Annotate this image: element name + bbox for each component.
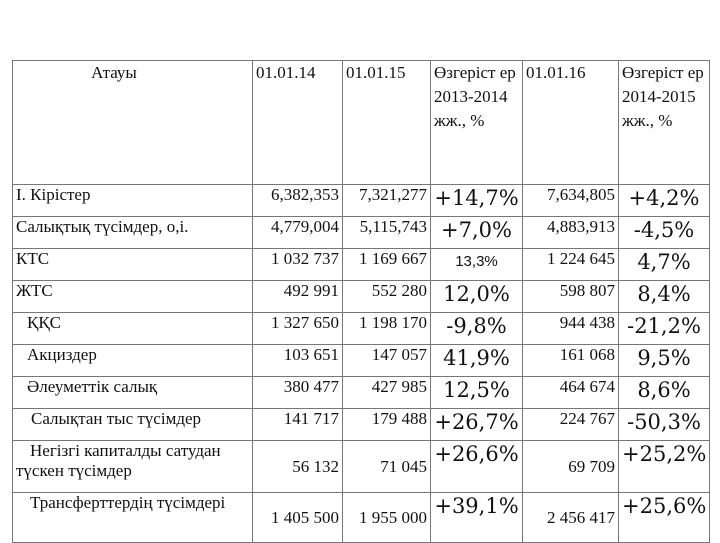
- row-name: Трансферттердің түсімдері: [13, 493, 253, 543]
- header-change-2013-2014: Өзгеріст ер 2013-2014 жж., %: [431, 61, 523, 185]
- row-value-2014: 1 405 500: [253, 493, 343, 543]
- row-value-2015: 179 488: [343, 409, 431, 441]
- row-value-2015: 71 045: [343, 441, 431, 493]
- row-change-1: +26,7%: [431, 409, 523, 441]
- row-value-2014: 380 477: [253, 377, 343, 409]
- row-change-1: 13,3%: [431, 249, 523, 281]
- row-name: ЖТС: [13, 281, 253, 313]
- row-value-2016: 224 767: [523, 409, 619, 441]
- row-name: Негізгі капиталды сатудан түскен түсімдер: [13, 441, 253, 493]
- row-change-1: +7,0%: [431, 217, 523, 249]
- row-value-2016: 4,883,913: [523, 217, 619, 249]
- row-change-2: -50,3%: [619, 409, 710, 441]
- header-2015: 01.01.15: [343, 61, 431, 185]
- row-value-2015: 1 955 000: [343, 493, 431, 543]
- row-value-2015: 427 985: [343, 377, 431, 409]
- table-row: [13, 493, 710, 543]
- row-value-2014: 141 717: [253, 409, 343, 441]
- row-value-2016: 464 674: [523, 377, 619, 409]
- row-value-2016: 598 807: [523, 281, 619, 313]
- header-2014: 01.01.14: [253, 61, 343, 185]
- row-name: ҚҚС: [13, 313, 253, 345]
- table-row: [13, 345, 710, 377]
- row-value-2015: 5,115,743: [343, 217, 431, 249]
- row-change-1: 12,5%: [431, 377, 523, 409]
- row-name: Салықтан тыс түсімдер: [13, 409, 253, 441]
- row-value-2014: 1 327 650: [253, 313, 343, 345]
- row-value-2016: 2 456 417: [523, 493, 619, 543]
- row-change-1: 12,0%: [431, 281, 523, 313]
- table-row: [13, 281, 710, 313]
- table-row: [13, 409, 710, 441]
- row-name: Салықтық түсімдер, о,і.: [13, 217, 253, 249]
- row-value-2015: 1 198 170: [343, 313, 431, 345]
- row-name: I. Кірістер: [13, 185, 253, 217]
- table-row: [13, 249, 710, 281]
- row-change-2: -4,5%: [619, 217, 710, 249]
- row-value-2016: 1 224 645: [523, 249, 619, 281]
- row-change-1: +14,7%: [431, 185, 523, 217]
- row-name: КТС: [13, 249, 253, 281]
- table-row: [13, 185, 710, 217]
- row-change-2: 9,5%: [619, 345, 710, 377]
- row-value-2016: 7,634,805: [523, 185, 619, 217]
- row-value-2014: 6,382,353: [253, 185, 343, 217]
- row-change-2: -21,2%: [619, 313, 710, 345]
- budget-revenue-table: [12, 60, 710, 543]
- header-name: Атауы: [13, 61, 253, 185]
- row-change-2: 8,6%: [619, 377, 710, 409]
- header-change-2014-2015: Өзгеріст ер 2014-2015 жж., %: [619, 61, 710, 185]
- row-value-2014: 1 032 737: [253, 249, 343, 281]
- table-row: [13, 441, 710, 493]
- row-value-2015: 7,321,277: [343, 185, 431, 217]
- row-value-2014: 492 991: [253, 281, 343, 313]
- row-change-1: 41,9%: [431, 345, 523, 377]
- row-change-1: +39,1%: [431, 493, 523, 543]
- row-value-2016: 69 709: [523, 441, 619, 493]
- row-name: Әлеуметтік салық: [13, 377, 253, 409]
- row-value-2015: 1 169 667: [343, 249, 431, 281]
- row-change-2: +25,6%: [619, 493, 710, 543]
- row-value-2014: 103 651: [253, 345, 343, 377]
- row-value-2016: 161 068: [523, 345, 619, 377]
- row-change-2: 8,4%: [619, 281, 710, 313]
- row-change-2: +4,2%: [619, 185, 710, 217]
- table-row: [13, 313, 710, 345]
- row-change-1: -9,8%: [431, 313, 523, 345]
- table-row: [13, 217, 710, 249]
- row-value-2015: 552 280: [343, 281, 431, 313]
- row-value-2015: 147 057: [343, 345, 431, 377]
- table-row: [13, 377, 710, 409]
- header-2016: 01.01.16: [523, 61, 619, 185]
- row-value-2014: 4,779,004: [253, 217, 343, 249]
- row-name: Акциздер: [13, 345, 253, 377]
- row-value-2014: 56 132: [253, 441, 343, 493]
- row-change-2: +25,2%: [619, 441, 710, 493]
- header-row: [13, 61, 710, 185]
- row-change-2: 4,7%: [619, 249, 710, 281]
- row-change-1: +26,6%: [431, 441, 523, 493]
- row-value-2016: 944 438: [523, 313, 619, 345]
